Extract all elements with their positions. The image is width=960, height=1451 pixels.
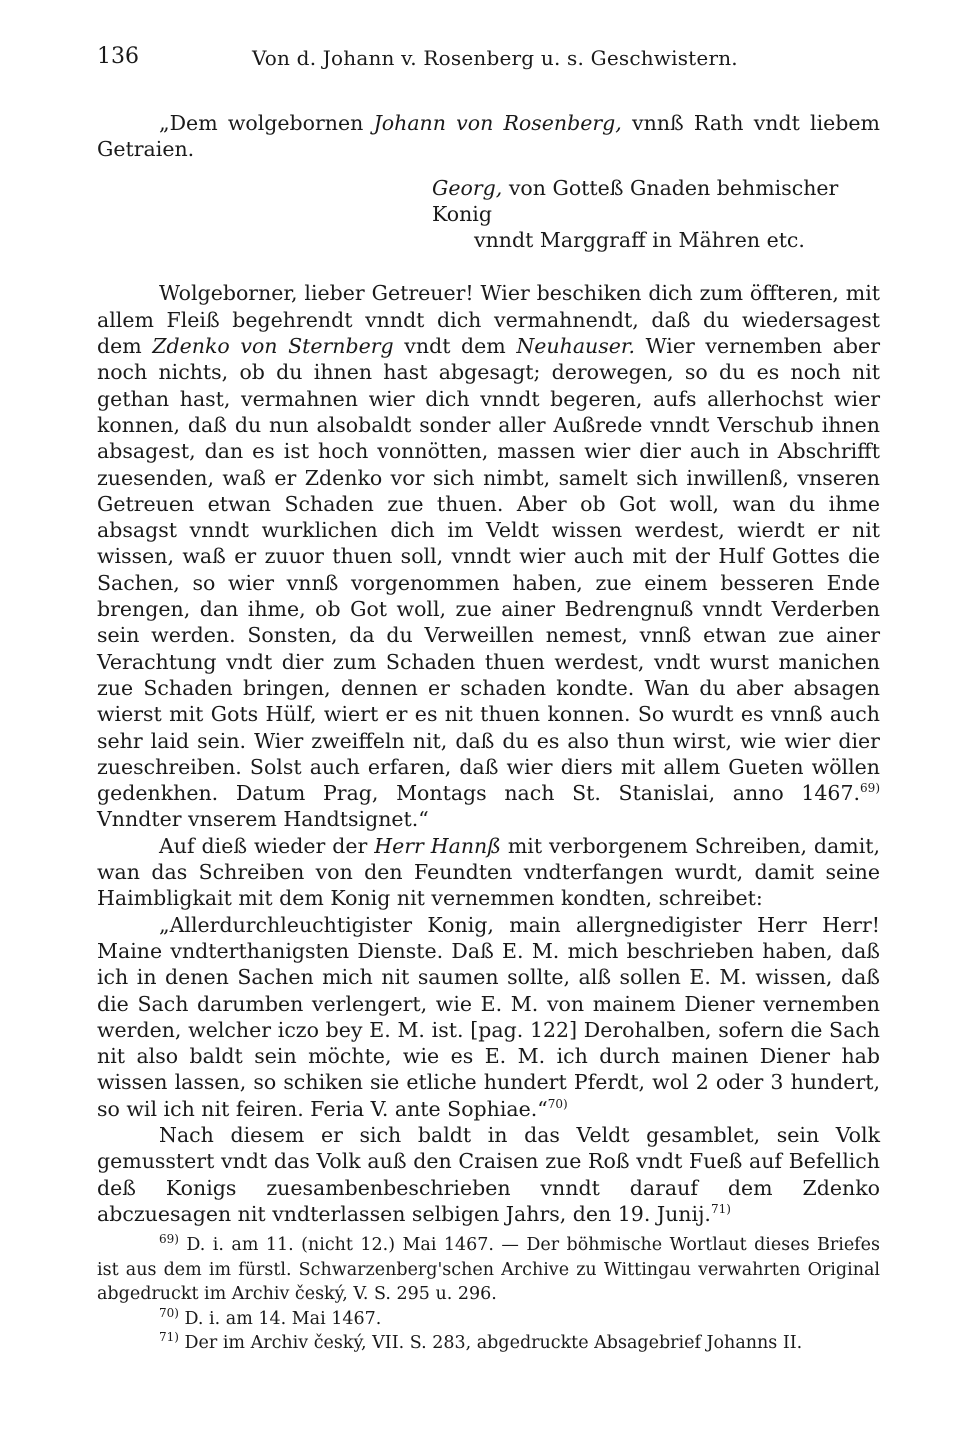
letter2-body bbox=[97, 912, 880, 1122]
address-prefix: „Dem wolgebornen bbox=[159, 111, 374, 135]
sender-name: Georg, bbox=[432, 175, 503, 200]
footnote-marker: 70) bbox=[159, 1305, 179, 1320]
footnote-ref-69: 69) bbox=[860, 781, 880, 796]
letter1-text-c: Wier vernemben aber noch nichts, ob du ihnen hast abgesagt; derowegen, so du es noch nit gethan hast, vermahnen wier dich vnndt begeren, aufs allerhochst wier konnen, daß du nun alsobaldt sonder aller Außrede vnndt Verschub ihnen absagest, dan es ist hoch vonnötten, massen wier dier auch in Abschrifft zuesenden, waß er Zdenko vor sich nimbt, samelt sich inwillenß, vnseren Getreuen etwan Schaden zue thuen. Aber ob Got woll, wan du ihme absagst vnndt wurklichen dich im Veldt wissen werdest, wierdt er nit wissen, waß er zuuor thuen soll, vnndt wier auch mit der Hulf Gottes die Sachen, so wier vnnß vorgenommen haben, zue einem besseren Ende brengen, dan ihme, ob Got woll, zue ainer Bedrengnuß vnndt Verderben sein werden. Sonsten, da du Verweillen nemest, vnnß etwan zue ainer Verachtung vndt dier zum Schaden thuen werdest, vndt wurst manichen zue Schaden bringen, dennen er schaden kondte. Wan du aber absagen wierst mit Gots Hülf, wiert er es nit thuen konnen. So wurdt es vnnß auch sehr laid sein. Wier zweiffeln nit, daß du es also thun wirst, wie wier dier zueschreiben. Solst auch erfaren, daß wier diers mit allem Gueten wöllen gedenkhen. Datum Prag, Montags nach St. Stanislai, anno 1467. bbox=[97, 334, 880, 806]
letter1-text-a: Wolgeborner, lieber Getreuer! Wier beschiken dich zum öffteren, mit allem Fleiß begehrendt vnndt dich vermahnendt, daß du wiedersagest dem bbox=[97, 281, 880, 359]
footnote-71 bbox=[97, 1331, 880, 1356]
letter1-text-b: vndt dem bbox=[393, 334, 517, 359]
name-neuhauser: Neuhauser. bbox=[516, 334, 635, 359]
letter2-text: „Allerdurchleuchtigister Konig, main allergnedigister Herr Herr! Maine vndterthanigsten Dienste. Daß E. M. mich beschrieben haben, daß ich in denen Sachen mich nit saumen sollte, alß sollen E. M. wissen, daß die Sach darumben verlengert, wie E. M. von mainem Diener vernemben werden, welcher iczo bey E. M. ist. [pag. 122] Derohalben, sofern die Sach nit also baldt sein möchte, wie es E. M. ich durch mainen Diener hab wissen lassen, so schiken sie etliche hundert Pferdt, wol 2 oder 3 hundert, so wil ich nit feiren. Feria V. ante Sophiae.“ bbox=[97, 912, 880, 1121]
narrative1-text-b: mit verborgenem Schreiben, damit, wan das Schreiben von den Feundten vndterfangen wurdt, damit seine Haimbligkait mit dem Konig nit vernemmen kondten, schreibet: bbox=[97, 833, 880, 911]
address-suffix: vnnß Rath vndt liebem Getraien. bbox=[97, 111, 880, 162]
footnote-text: D. i. am 11. (nicht 12.) Mai 1467. — Der böhmische Wortlaut dieses Briefes ist aus dem im fürstl. Schwarzenberg'schen Archive zu Wittingau verwahrten Original abgedruckt im Archiv český, V. S. 295 u. 296. bbox=[97, 1235, 880, 1304]
sender-line-1 bbox=[432, 175, 880, 228]
footnote-text: D. i. am 14. Mai 1467. bbox=[178, 1308, 382, 1329]
address-name: Johann von Rosenberg, bbox=[373, 111, 622, 135]
footnote-70 bbox=[97, 1307, 880, 1332]
name-zdenko: Zdenko von Sternberg bbox=[152, 334, 394, 359]
letter1-body bbox=[97, 280, 880, 832]
footnote-marker: 69) bbox=[159, 1232, 179, 1247]
running-title: Von d. Johann v. Rosenberg u. s. Geschwistern. bbox=[252, 46, 738, 70]
narrative1-text-a: Auf dieß wieder der bbox=[159, 833, 375, 858]
footnote-marker: 71) bbox=[159, 1330, 179, 1345]
narrative-1 bbox=[97, 833, 880, 912]
letter1-text-d: Vnndter vnserem Handtsignet.“ bbox=[97, 807, 429, 832]
main-text bbox=[97, 110, 880, 1227]
letter1-address bbox=[97, 110, 880, 163]
footnotes bbox=[97, 1233, 880, 1356]
name-herr-hannss: Herr Hannß bbox=[374, 833, 501, 858]
page-number: 136 bbox=[97, 44, 139, 69]
footnote-text: Der im Archiv český, VII. S. 283, abgedruckte Absagebrief Johanns II. bbox=[178, 1333, 803, 1353]
narrative-2 bbox=[97, 1122, 880, 1227]
narrative2-text: Nach diesem er sich baldt in das Veldt gesamblet, sein Volk gemusstert vndt das Volk auß den Craisen zue Roß vndt Fueß auf Befellich deß Konigs zuesambenbeschrieben vnndt darauf dem Zdenko abczuesagen nit vndterlassen selbigen Jahrs, den 19. Junij. bbox=[97, 1122, 880, 1226]
page-header bbox=[97, 44, 877, 78]
footnote-69 bbox=[97, 1233, 880, 1307]
letter1-sender bbox=[97, 175, 880, 254]
footnote-ref-71: 71) bbox=[710, 1202, 731, 1217]
sender-line-2: vnndt Marggraff in Mähren etc. bbox=[474, 228, 805, 253]
sender-title: von Gotteß Gnaden behmischer Konig bbox=[432, 175, 839, 226]
footnote-ref-70: 70) bbox=[547, 1096, 568, 1111]
